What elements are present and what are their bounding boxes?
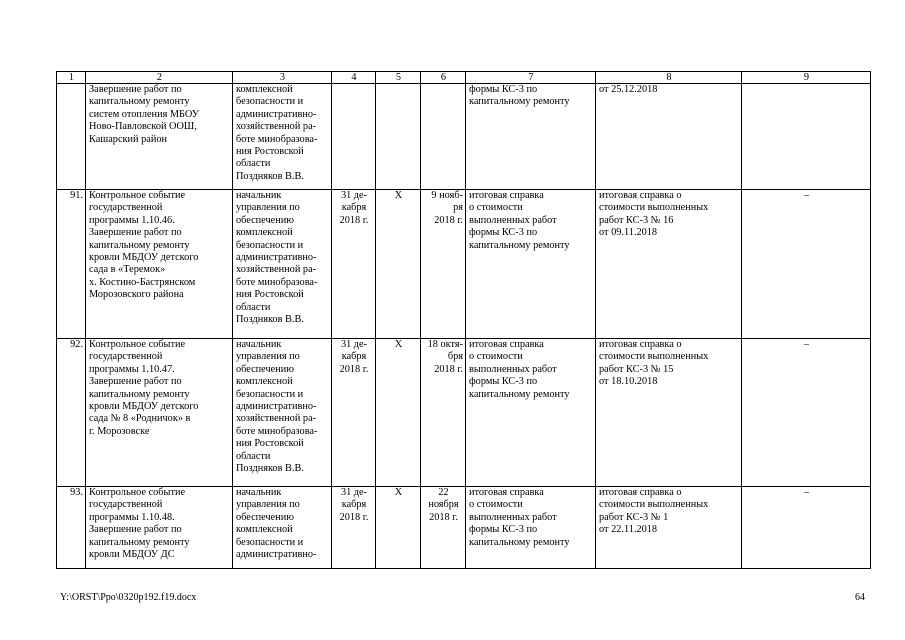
event-cell: Завершение работ по капитальному ремонту систем отопления МБОУ Ново-Павловской ООШ, Кашарский район	[86, 84, 233, 190]
fact-document-cell: итоговая справка о стоимости выполненных работ КС-3 № 15 от 18.10.2018	[596, 339, 742, 487]
row-number: 91.	[57, 190, 86, 339]
fact-document-cell: от 25.12.2018	[596, 84, 742, 190]
actual-date-cell: 18 октя- бря 2018 г.	[421, 339, 466, 487]
header-row	[57, 72, 871, 84]
row-number	[57, 84, 86, 190]
table-row	[57, 84, 871, 190]
event-cell: Контрольное событие государственной программы 1.10.47. Завершение работ по капитальному ремонту кровли МБДОУ детского сада № 8 «Родничок» в г. Морозовске	[86, 339, 233, 487]
responsible-cell: комплексной безопасности и административно- хозяйственной ра- боте минобразова- ния Ростовской области Поздняков В.В.	[233, 84, 332, 190]
deadline-cell: 31 де- кабря 2018 г.	[332, 487, 376, 569]
header-cell-5: 5	[376, 72, 421, 84]
actual-date-cell	[421, 84, 466, 190]
header-cell-7: 7	[466, 72, 596, 84]
document-table	[56, 71, 871, 569]
x-mark-cell: Х	[376, 487, 421, 569]
header-cell-8: 8	[596, 72, 742, 84]
header-cell-1: 1	[57, 72, 86, 84]
note-cell: –	[742, 339, 871, 487]
header-cell-4: 4	[332, 72, 376, 84]
table-row	[57, 190, 871, 339]
note-cell: –	[742, 487, 871, 569]
header-cell-2: 2	[86, 72, 233, 84]
note-cell: –	[742, 190, 871, 339]
deadline-cell	[332, 84, 376, 190]
responsible-cell: начальник управления по обеспечению комплексной безопасности и административно-	[233, 487, 332, 569]
table-row	[57, 339, 871, 487]
responsible-cell: начальник управления по обеспечению комплексной безопасности и административно- хозяйственной ра- боте минобразова- ния Ростовской области Поздняков В.В.	[233, 339, 332, 487]
fact-document-cell: итоговая справка о стоимости выполненных работ КС-3 № 16 от 09.11.2018	[596, 190, 742, 339]
actual-date-cell: 22 ноября 2018 г.	[421, 487, 466, 569]
note-cell	[742, 84, 871, 190]
table-row	[57, 487, 871, 569]
footer-file-path: Y:\ORST\Ppo\0320p192.f19.docx	[60, 592, 197, 603]
responsible-cell: начальник управления по обеспечению комплексной безопасности и административно- хозяйственной ра- боте минобразова- ния Ростовской области Поздняков В.В.	[233, 190, 332, 339]
page-number: 64	[855, 592, 865, 603]
plan-document-cell: формы КС-3 по капитальному ремонту	[466, 84, 596, 190]
x-mark-cell	[376, 84, 421, 190]
plan-document-cell: итоговая справка о стоимости выполненных работ формы КС-3 по капитальному ремонту	[466, 487, 596, 569]
plan-document-cell: итоговая справка о стоимости выполненных работ формы КС-3 по капитальному ремонту	[466, 339, 596, 487]
event-cell: Контрольное событие государственной программы 1.10.46. Завершение работ по капитальному ремонту кровли МБДОУ детского сада в «Теремок» х. Костино-Бастрянском Морозовского района	[86, 190, 233, 339]
event-cell: Контрольное событие государственной программы 1.10.48. Завершение работ по капитальному ремонту кровли МБДОУ ДС	[86, 487, 233, 569]
deadline-cell: 31 де- кабря 2018 г.	[332, 339, 376, 487]
header-cell-3: 3	[233, 72, 332, 84]
plan-document-cell: итоговая справка о стоимости выполненных работ формы КС-3 по капитальному ремонту	[466, 190, 596, 339]
row-number: 92.	[57, 339, 86, 487]
fact-document-cell: итоговая справка о стоимости выполненных работ КС-3 № 1 от 22.11.2018	[596, 487, 742, 569]
x-mark-cell: Х	[376, 339, 421, 487]
header-cell-9: 9	[742, 72, 871, 84]
x-mark-cell: Х	[376, 190, 421, 339]
deadline-cell: 31 де- кабря 2018 г.	[332, 190, 376, 339]
header-cell-6: 6	[421, 72, 466, 84]
row-number: 93.	[57, 487, 86, 569]
actual-date-cell: 9 нояб- ря 2018 г.	[421, 190, 466, 339]
